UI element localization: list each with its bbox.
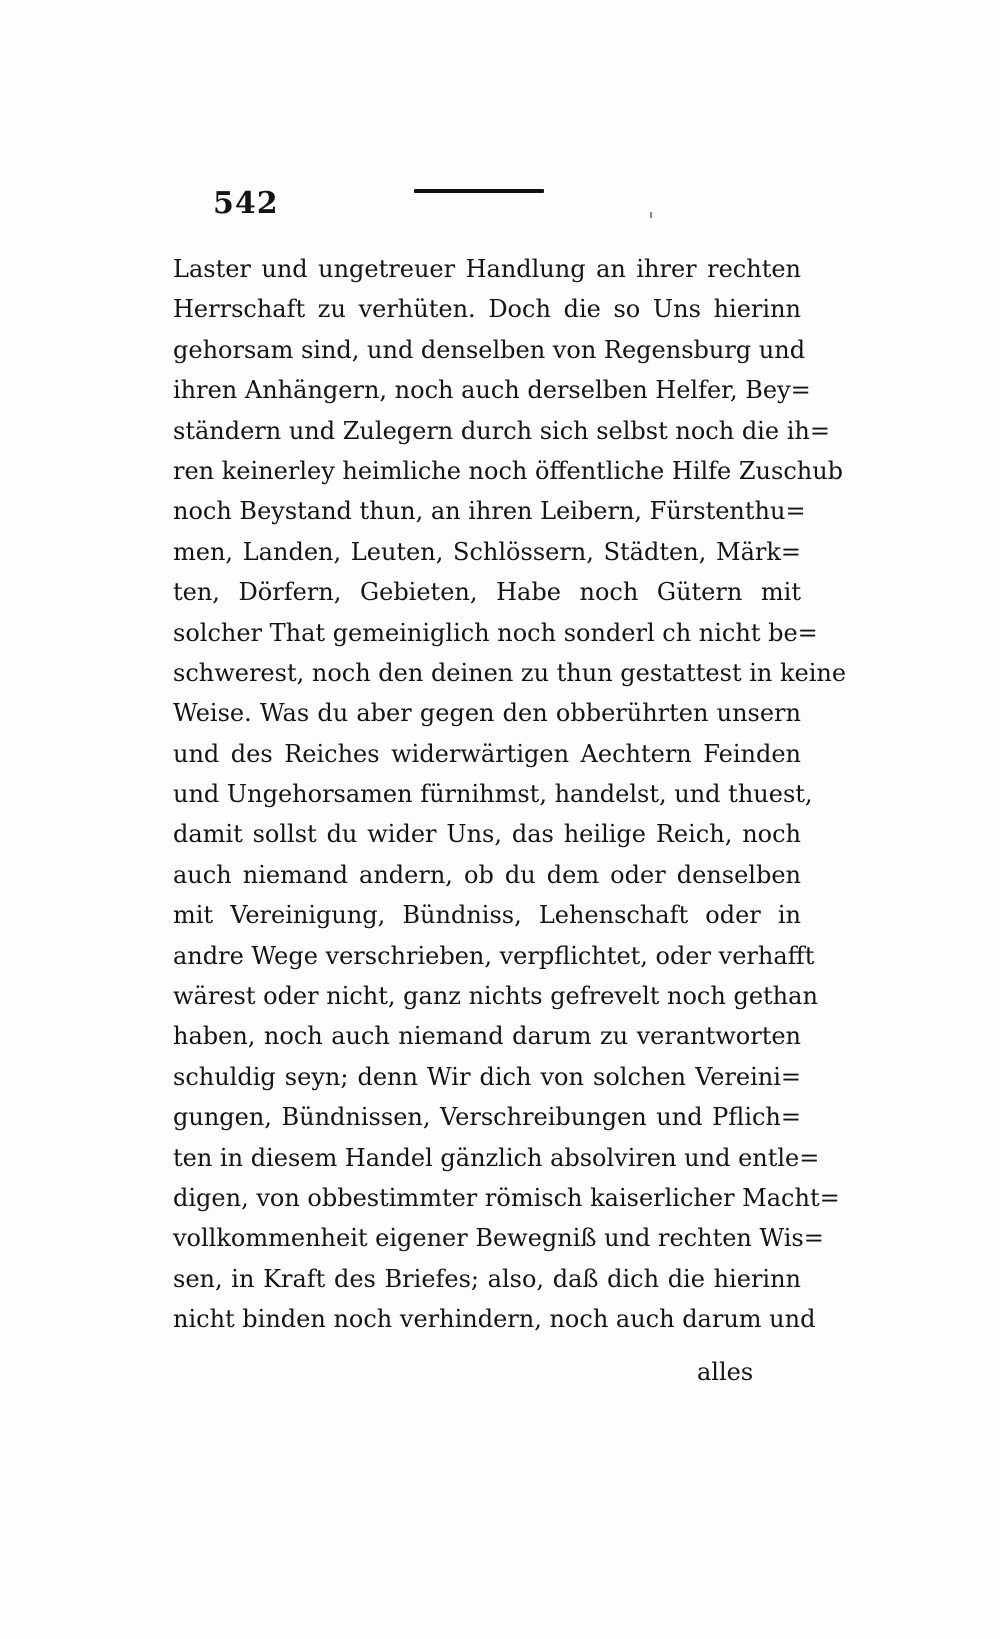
text-line: schuldig seyn; denn Wir dich von solchen Vereini= <box>173 1062 801 1091</box>
text-line: ten, Dörfern, Gebieten, Habe noch Gütern mit <box>173 578 801 607</box>
text-line: Weise. Was du aber gegen den obberührten unsern <box>173 699 801 728</box>
text-line: men, Landen, Leuten, Schlössern, Städten, Märk= <box>173 537 801 566</box>
header-rule <box>414 189 544 193</box>
text-line: solcher That gemeiniglich noch sonderl ch nicht be= <box>173 618 818 647</box>
text-line: ren keinerley heimliche noch öffentliche Hilfe Zuschub <box>173 456 844 485</box>
text-line: Laster und ungetreuer Handlung an ihrer rechten <box>173 255 801 283</box>
text-line: wärest oder nicht, ganz nichts gefrevelt noch gethan <box>173 982 818 1011</box>
text-line: noch Beystand thun, an ihren Leibern, Fürstenthu= <box>173 497 806 526</box>
text-line: Herrschaft zu verhüten. Doch die so Uns hierinn <box>173 295 801 324</box>
text-line: ihren Anhängern, noch auch derselben Helfer, Bey= <box>173 376 811 405</box>
body-text <box>173 249 847 1340</box>
print-speck <box>650 212 652 218</box>
text-line: und des Reiches widerwärtigen Aechtern Feinden <box>173 739 801 768</box>
text-line: vollkommenheit eigener Bewegniß und rechten Wis= <box>173 1224 824 1253</box>
text-line: ständern und Zulegern durch sich selbst noch die ih= <box>173 416 830 445</box>
text-line: haben, noch auch niemand darum zu verantworten <box>173 1022 801 1051</box>
text-line: schwerest, noch den deinen zu thun gestattest in keine <box>173 658 847 687</box>
text-line: und Ungehorsamen fürnihmst, handelst, und thuest, <box>173 780 813 809</box>
text-line: gehorsam sind, und denselben von Regensburg und <box>173 335 806 364</box>
text-line: sen, in Kraft des Briefes; also, daß dich die hierinn <box>173 1264 801 1293</box>
text-line: ten in diesem Handel gänzlich absolviren und entle= <box>173 1143 820 1172</box>
text-line: andre Wege verschrieben, verpflichtet, oder verhafft <box>173 941 815 970</box>
text-line: digen, von obbestimmter römisch kaiserlicher Macht= <box>173 1183 840 1212</box>
text-line: auch niemand andern, ob du dem oder denselben <box>173 860 801 889</box>
text-line: gungen, Bündnissen, Verschreibungen und Pflich= <box>173 1103 801 1132</box>
page-number: 542 <box>213 186 279 221</box>
text-line: mit Vereinigung, Bündniss, Lehenschaft oder in <box>173 901 801 930</box>
text-line: nicht binden noch verhindern, noch auch darum und <box>173 1305 816 1334</box>
catchword: alles <box>697 1358 754 1386</box>
text-line: damit sollst du wider Uns, das heilige Reich, noch <box>173 820 801 849</box>
